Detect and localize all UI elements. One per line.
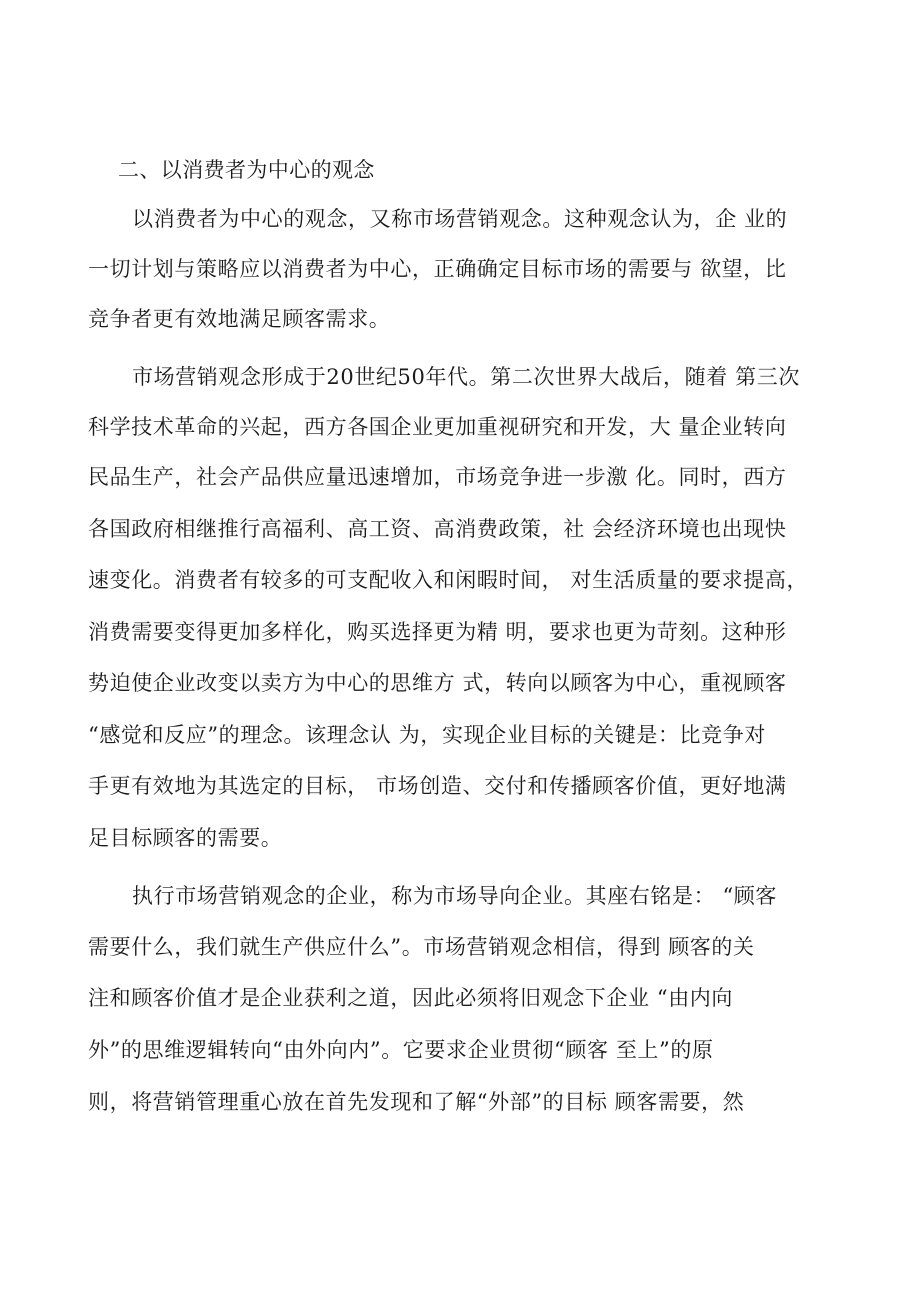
paragraph-line: 足目标顾客的需要。 — [88, 826, 283, 850]
paragraph-line: “感觉和反应”的理念。该理念认 为，实现企业目标的关键是：比竞争对 — [88, 723, 766, 747]
paragraph-line: 科学技术革命的兴起，西方各国企业更加重视研究和开发，大 量企业转向 — [88, 415, 787, 439]
paragraph-line: 消费需要变得更加多样化，购买选择更为精 明，要求也更为苛刻。这种形 — [88, 620, 787, 644]
paragraph-line: 执行市场营销观念的企业，称为市场导向企业。其座右铭是： “顾客 — [132, 884, 778, 908]
paragraph-line: 以消费者为中心的观念，又称市场营销观念。这种观念认为，企 业的 — [132, 207, 788, 231]
paragraph-line: 外”的思维逻辑转向“由外向内”。它要求企业贯彻“顾客 至上”的原 — [88, 1038, 714, 1062]
paragraph-line: 需要什么，我们就生产供应什么”。市场营销观念相信，得到 顾客的关 — [88, 935, 755, 959]
paragraph-line: 市场营销观念形成于20世纪50年代。第二次世界大战后，随着 第三次 — [132, 365, 800, 389]
paragraph-line: 手更有效地为其选定的目标， 市场创造、交付和传播顾客价值，更好地满 — [88, 774, 787, 798]
paragraph-line: 民品生产，社会产品供应量迅速增加，市场竞争进一步激 化。同时，西方 — [88, 465, 787, 489]
paragraph-line: 则，将营销管理重心放在首先发现和了解“外部”的目标 顾客需要，然 — [88, 1090, 745, 1114]
paragraph-line: 各国政府相继推行高福利、高工资、高消费政策，社 会经济环境也出现快 — [88, 517, 787, 541]
paragraph-line: 势迫使企业改变以卖方为中心的思维方 式，转向以顾客为中心，重视顾客 — [88, 671, 787, 695]
paragraph-line: 竞争者更有效地满足顾客需求。 — [88, 307, 391, 331]
paragraph-line: 注和顾客价值才是企业获利之道，因此必须将旧观念下企业 “由内向 — [88, 986, 734, 1010]
section-heading: 二、以消费者为中心的观念 — [118, 158, 375, 182]
paragraph-line: 速变化。消费者有较多的可支配收入和闲暇时间， 对生活质量的要求提高， — [88, 568, 809, 592]
paragraph-line: 一切计划与策略应以消费者为中心，正确确定目标市场的需要与 欲望，比 — [88, 257, 787, 281]
